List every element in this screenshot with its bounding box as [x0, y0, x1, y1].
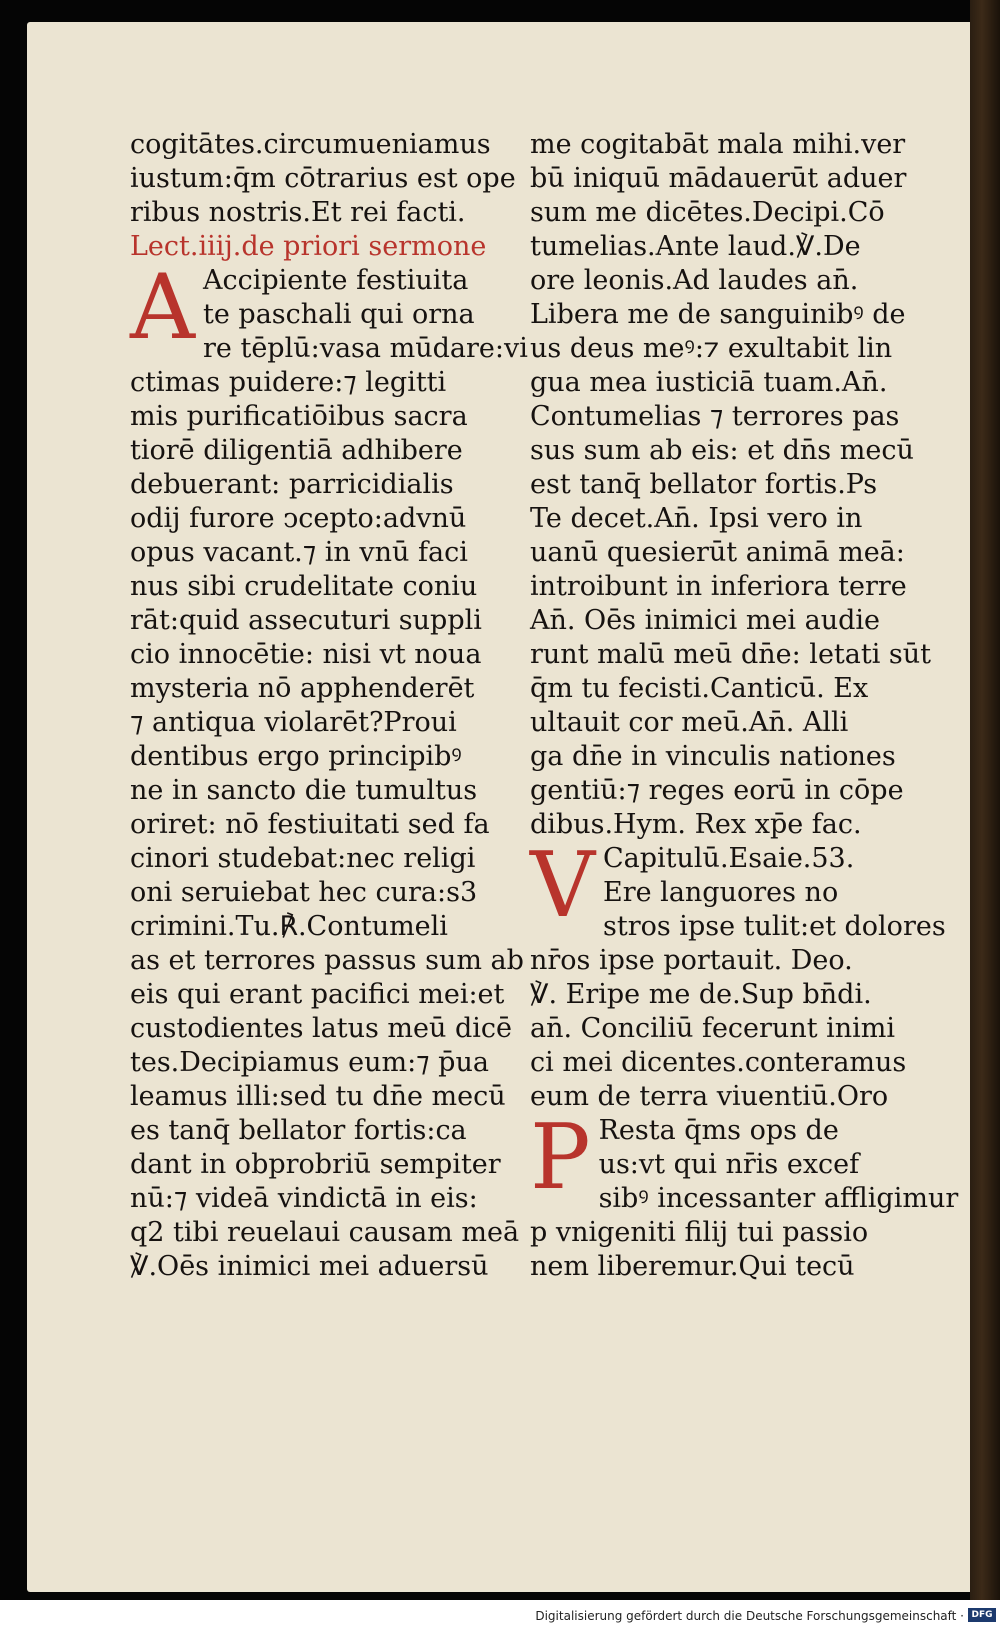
- text-line: [530, 128, 910, 162]
- line-text: re tēplū:vasa mūdare:vi: [203, 333, 528, 364]
- line-text: cio innocētie: nisi vt noua: [130, 639, 482, 670]
- line-text: ci mei dicentes.conteramus: [530, 1047, 907, 1078]
- text-line: [130, 774, 505, 808]
- line-text: Capitulū.Esaie.53.: [603, 843, 855, 874]
- line-text: ne in sancto die tumultus: [130, 775, 478, 806]
- text-line: [130, 1046, 505, 1080]
- line-text: nr̄os ipse portauit. Deo.: [530, 945, 853, 976]
- line-text: tumelias.Ante laud.℣.De: [530, 231, 861, 262]
- line-text: es tanq̄ bellator fortis:ca: [130, 1115, 467, 1146]
- text-line: [130, 604, 505, 638]
- text-line: [130, 468, 505, 502]
- text-line: [130, 1114, 505, 1148]
- line-text: An̄. Oēs inimici mei audie: [530, 605, 881, 636]
- line-text: oriret: nō festiuitati sed fa: [130, 809, 490, 840]
- text-line: [530, 978, 910, 1012]
- text-line: [530, 298, 910, 332]
- line-text: Resta q̄ms ops de: [598, 1115, 839, 1146]
- line-text: Contumelias ⁊ terrores pas: [530, 401, 900, 432]
- text-line: [530, 366, 910, 400]
- line-text: mysteria nō apphenderēt: [130, 673, 475, 704]
- line-text: us deus meꝰ:⁊ exultabit lin: [530, 333, 893, 364]
- text-line: [530, 672, 910, 706]
- line-text: opus vacant.⁊ in vnū faci: [130, 537, 468, 568]
- line-text: custodientes latus meū dicē: [130, 1013, 513, 1044]
- line-text: oni seruiebat hec cura:s3: [130, 877, 478, 908]
- text-line: [530, 1216, 910, 1250]
- text-line: [130, 1250, 505, 1284]
- line-text: debuerant: parricidialis: [130, 469, 454, 500]
- left-column: [130, 128, 528, 1284]
- line-text: Lect.iiij.de priori sermone: [130, 231, 487, 262]
- line-text: ℣.Oēs inimici mei aduersū: [130, 1251, 489, 1282]
- text-line: [130, 944, 524, 978]
- line-text: rāt:quid assecuturi suppli: [130, 605, 482, 636]
- text-line: [130, 910, 505, 944]
- text-line: [130, 1148, 505, 1182]
- line-text: runt malū meū dn̄e: letati sūt: [530, 639, 932, 670]
- footer-credit: Digitalisierung gefördert durch die Deutsche Forschungsgemeinschaft ·: [535, 1609, 964, 1623]
- line-text: Ere languores no: [603, 877, 839, 908]
- right-column: [530, 128, 959, 1284]
- text-line: [130, 570, 505, 604]
- text-line: [130, 706, 505, 740]
- text-line: [530, 332, 910, 366]
- text-line: [130, 1182, 505, 1216]
- text-line: [530, 1250, 910, 1284]
- line-text: est tanq̄ bellator fortis.Ps: [530, 469, 878, 500]
- line-text: ⁊ antiqua violarēt?Proui: [130, 707, 457, 738]
- line-text: sibꝰ incessanter affligimur: [598, 1183, 959, 1214]
- text-line: [530, 740, 910, 774]
- line-text: dibus.Hym. Rex xp̄e fac.: [530, 809, 862, 840]
- line-text: as et terrores passus sum ab: [130, 945, 524, 976]
- text-line: [130, 876, 505, 910]
- line-text: mis purificatiōibus sacra: [130, 401, 468, 432]
- line-text: tes.Decipiamus eum:⁊ p̄ua: [130, 1047, 489, 1078]
- line-text: odij furore ↄcepto:advnū: [130, 503, 467, 534]
- line-text: us:vt qui nr̄is excef: [598, 1149, 860, 1180]
- illuminated-initial: A: [130, 255, 195, 360]
- illuminated-initial: V: [530, 833, 595, 938]
- line-text: te paschali qui orna: [203, 299, 475, 330]
- text-line: [130, 808, 505, 842]
- line-text: leamus illi:sed tu dn̄e mecū: [130, 1081, 506, 1112]
- text-line: [530, 808, 910, 842]
- line-text: cogitātes.circumueniamus: [130, 129, 491, 160]
- line-text: Te decet.An̄. Ipsi vero in: [530, 503, 863, 534]
- footer: [0, 1600, 1000, 1632]
- text-line: [530, 468, 910, 502]
- text-line: [530, 400, 910, 434]
- line-text: crimini.Tu.℟.Contumeli: [130, 911, 448, 942]
- line-text: ga dn̄e in vinculis nationes: [530, 741, 896, 772]
- text-line: [130, 196, 505, 230]
- text-line: [130, 434, 505, 468]
- text-line: [130, 230, 505, 264]
- line-text: ℣. Eripe me de.Sup bn̄di.: [530, 979, 872, 1010]
- line-text: dant in obprobriū sempiter: [130, 1149, 501, 1180]
- line-text: stros ipse tulit:et dolores: [603, 911, 946, 942]
- text-line: [130, 638, 505, 672]
- text-line: [130, 1080, 505, 1114]
- line-text: gua mea iusticiā tuam.An̄.: [530, 367, 888, 398]
- text-line: [530, 1012, 910, 1046]
- text-line: [530, 638, 932, 672]
- line-text: Accipiente festiuita: [203, 265, 469, 296]
- line-text: eum de terra viuentiū.Oro: [530, 1081, 889, 1112]
- text-line: [130, 366, 505, 400]
- text-line: [130, 400, 505, 434]
- text-line: [530, 1046, 910, 1080]
- text-line: [530, 264, 910, 298]
- text-line: [130, 536, 505, 570]
- line-text: dentibus ergo principibꝰ: [130, 741, 462, 772]
- line-text: me cogitabāt mala mihi.ver: [530, 129, 906, 160]
- dfg-logo: DFG: [968, 1608, 996, 1622]
- text-line: [130, 978, 505, 1012]
- line-text: eis qui erant pacifici mei:et: [130, 979, 505, 1010]
- text-line: [530, 1080, 910, 1114]
- text-line: [530, 774, 910, 808]
- line-text: nū:⁊ videā vindictā in eis:: [130, 1183, 478, 1214]
- text-line: [530, 502, 910, 536]
- line-text: sum me dicētes.Decipi.Cō: [530, 197, 885, 228]
- text-line: [130, 1216, 520, 1250]
- text-line: [530, 230, 910, 264]
- text-line: [130, 128, 505, 162]
- line-text: sus sum ab eis: et dn̄s mecū: [530, 435, 914, 466]
- line-text: iustum:q̄m cōtrarius est ope: [130, 163, 516, 194]
- line-text: q2 tibi reuelaui causam meā: [130, 1217, 520, 1248]
- line-text: introibunt in inferiora terre: [530, 571, 907, 602]
- line-text: gentiū:⁊ reges eorū in cōpe: [530, 775, 904, 806]
- line-text: tiorē diligentiā adhibere: [130, 435, 463, 466]
- text-line: [530, 434, 914, 468]
- line-text: nem liberemur.Qui tecū: [530, 1251, 855, 1282]
- text-line: [130, 1012, 513, 1046]
- line-text: ctimas puidere:⁊ legitti: [130, 367, 447, 398]
- text-line: [530, 604, 910, 638]
- text-line: [530, 944, 910, 978]
- line-text: ribus nostris.Et rei facti.: [130, 197, 466, 228]
- line-text: nus sibi crudelitate coniu: [130, 571, 478, 602]
- page-edge: [970, 0, 1000, 1600]
- line-text: q̄m tu fecisti.Canticū. Ex: [530, 673, 869, 704]
- text-line: [130, 672, 505, 706]
- line-text: an̄. Conciliū fecerunt inimi: [530, 1013, 896, 1044]
- text-line: [530, 162, 910, 196]
- line-text: p vnigeniti filij tui passio: [530, 1217, 869, 1248]
- text-line: [530, 196, 910, 230]
- text-line: [130, 842, 505, 876]
- line-text: uanū quesierūt animā meā:: [530, 537, 905, 568]
- illuminated-initial: P: [530, 1105, 591, 1210]
- line-text: Libera me de sanguinibꝰ de: [530, 299, 906, 330]
- line-text: bū iniquū mādauerūt aduer: [530, 163, 907, 194]
- text-line: [130, 740, 505, 774]
- line-text: ore leonis.Ad laudes an̄.: [530, 265, 859, 296]
- text-line: [530, 570, 910, 604]
- line-text: ultauit cor meū.An̄. Alli: [530, 707, 849, 738]
- text-line: [530, 536, 910, 570]
- text-line: [130, 162, 516, 196]
- text-line: [130, 502, 505, 536]
- line-text: cinori studebat:nec religi: [130, 843, 476, 874]
- text-line: [530, 706, 910, 740]
